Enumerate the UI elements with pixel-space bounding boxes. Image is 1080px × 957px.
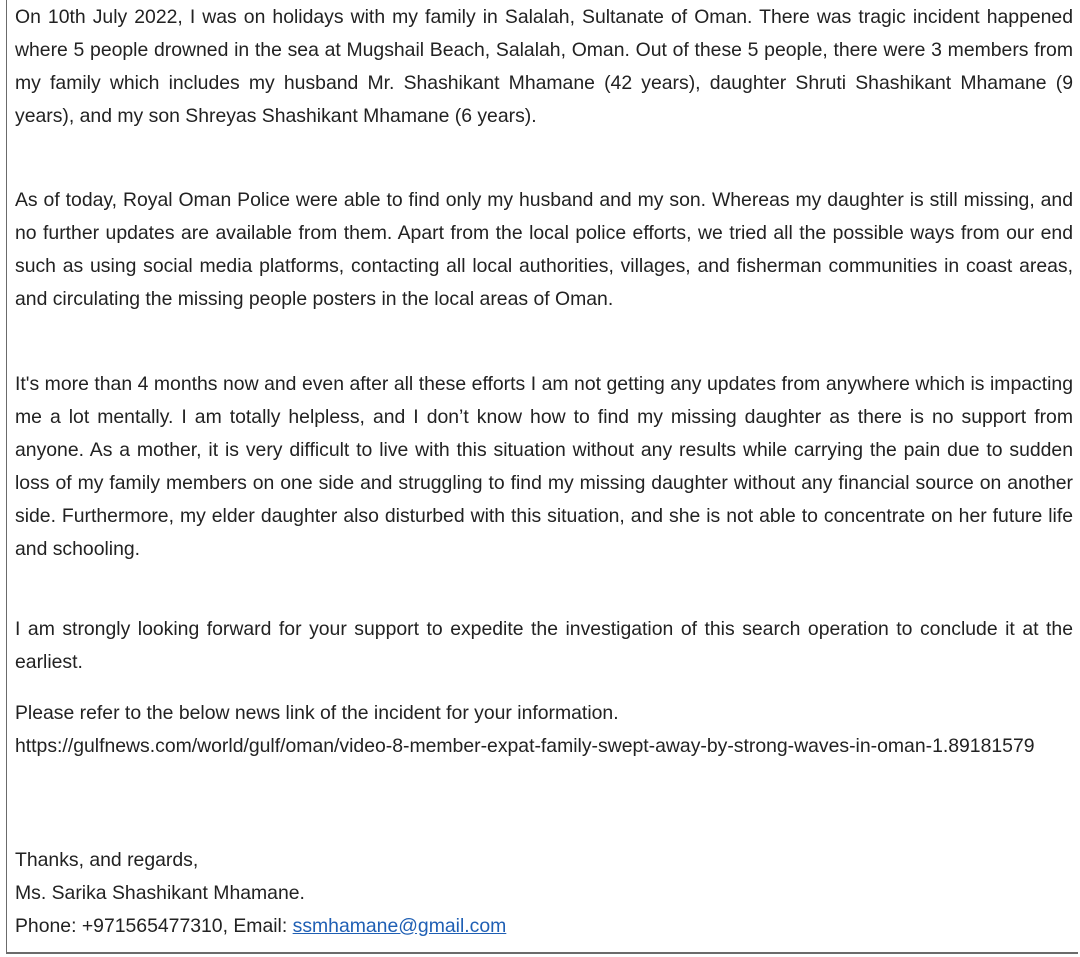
signer-name: Ms. Sarika Shashikant Mhamane. (15, 881, 305, 904)
paragraph-request: I am strongly looking forward for your support to expedite the investigation of this search operation to conclude it at the earliest. (15, 618, 1073, 673)
news-link[interactable]: https://gulfnews.com/world/gulf/oman/video-8-member-expat-family-swept-away-by-strong-waves-in-oman-1.89181579 (15, 734, 1035, 757)
reference-intro: Please refer to the below news link of the incident for your information. (15, 702, 619, 724)
contact-line (15, 910, 506, 943)
contact-prefix: Phone: +971565477310, Email: (15, 914, 293, 937)
reference-block (15, 697, 1035, 763)
signature-block (15, 844, 506, 943)
paragraph-search-status: As of today, Royal Oman Police were able to find only my husband and my son. Whereas my daughter is still missing, and no further updates are available from them. Apart from the local police efforts, we tried all the possible ways from our end such as using social media platforms, contacting all local authorities, villages, and fisherman communities in coast areas, and circulating the missing people posters in the local areas of Oman. (15, 189, 1073, 310)
closing: Thanks, and regards, (15, 849, 199, 871)
paragraph-hardship: It's more than 4 months now and even after all these efforts I am not getting any updates from anywhere which is impacting me a lot mentally. I am totally helpless, and I don’t know how to find my missing daughter as there is no support from anyone. As a mother, it is very difficult to live with this situation without any results while carrying the pain due to sudden loss of my family members on one side and struggling to find my missing daughter without any financial source on another side. Furthermore, my elder daughter also disturbed with this situation, and she is not able to concentrate on her future life and schooling. (15, 373, 1073, 560)
paragraph-incident: On 10th July 2022, I was on holidays with my family in Salalah, Sultanate of Oman. There was tragic incident happened where 5 people drowned in the sea at Mugshail Beach, Salalah, Oman. Out of these 5 people, there were 3 members from my family which includes my husband Mr. Shashikant Mhamane (42 years), daughter Shruti Shashikant Mhamane (9 years), and my son Shreyas Shashikant Mhamane (6 years). (15, 6, 1073, 127)
email-link[interactable]: ssmhamane@gmail.com (292, 914, 507, 937)
